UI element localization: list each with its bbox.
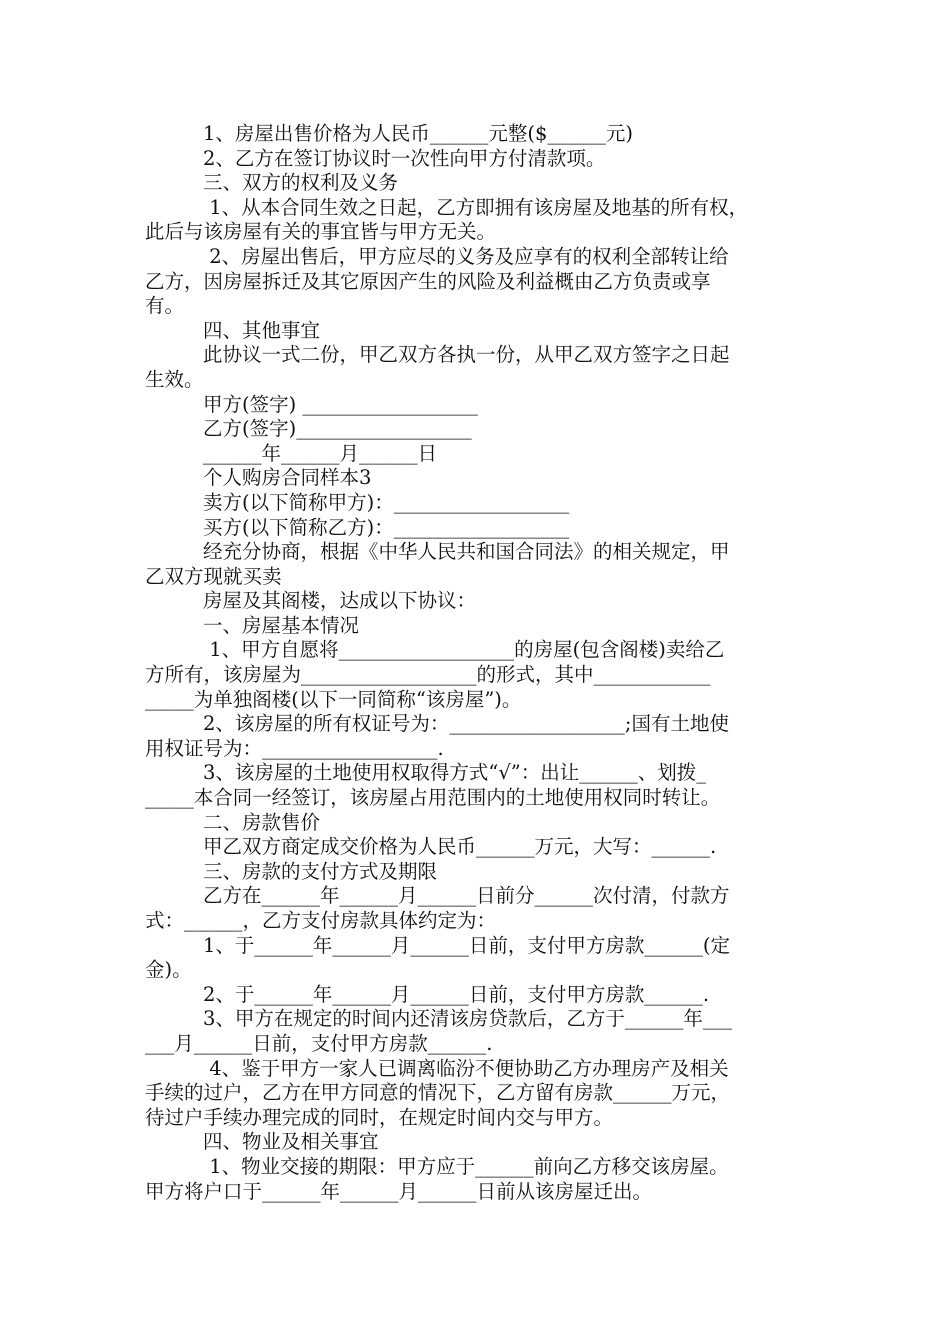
- text-line: 四、其他事宜: [203, 318, 321, 342]
- text-line: _____为单独阁楼(以下一同简称“该房屋”)。: [145, 687, 522, 711]
- text-line: 此后与该房屋有关的事宜皆与甲方无关。: [145, 220, 497, 244]
- text-line: 2、该房屋的所有权证号为：__________________;国有土地使: [203, 712, 729, 736]
- text-line: 1、从本合同生效之日起，乙方即拥有该房屋及地基的所有权，: [203, 195, 749, 219]
- text-line: 乙方在______年______月______日前分______次付清，付款方: [203, 884, 730, 908]
- text-line: 方所有，该房屋为__________________的形式，其中____________: [145, 663, 711, 687]
- text-line: 4、鉴于甲方一家人已调离临汾不便协助乙方办理房产及相关: [203, 1056, 729, 1080]
- text-line: 3、甲方在规定的时间内还清该房贷款后，乙方于______年___: [203, 1007, 733, 1031]
- text-line: 3、该房屋的土地使用权取得方式“√”：出让______、划拨_: [203, 761, 707, 785]
- text-line: 生效。: [145, 367, 204, 391]
- text-line: _____本合同一经签订，该房屋占用范围内的土地使用权同时转让。: [145, 786, 721, 810]
- text-line: 甲方(签字) __________________: [203, 392, 478, 416]
- text-line: 卖方(以下简称甲方)：__________________: [203, 490, 570, 514]
- text-line: 甲乙双方商定成交价格为人民币______万元，大写：______.: [203, 835, 717, 859]
- text-line: 金)。: [145, 958, 192, 982]
- text-line: 买方(以下简称乙方)：__________________: [203, 515, 570, 539]
- text-line: 2、于______年______月______日前，支付甲方房款______.: [203, 982, 710, 1006]
- text-line: 此协议一式二份，甲乙双方各执一份，从甲乙双方签字之日起: [203, 343, 730, 367]
- text-line: ___月______日前，支付甲方房款______.: [145, 1031, 493, 1055]
- text-line: 1、物业交接的期限：甲方应于______前向乙方移交该房屋。: [203, 1154, 729, 1178]
- text-line: 四、物业及相关事宜: [203, 1130, 379, 1154]
- text-line: 一、房屋基本情况: [203, 613, 360, 637]
- text-line: 待过户手续办理完成的同时，在规定时间内交与甲方。: [145, 1105, 614, 1129]
- text-line: 三、房款的支付方式及期限: [203, 859, 438, 883]
- text-line: 式：______，乙方支付房款具体约定为：: [145, 909, 497, 932]
- text-line: 2、房屋出售后，甲方应尽的义务及应享有的权利全部转让给: [203, 244, 729, 268]
- text-line: 1、房屋出售价格为人民币______元整($______元): [203, 122, 634, 145]
- text-line: 经充分协商，根据《中华人民共和国合同法》的相关规定，甲: [203, 540, 730, 564]
- text-line: 2、乙方在签订协议时一次性向甲方付清款项。: [203, 146, 606, 170]
- text-line: 有。: [145, 294, 185, 318]
- text-line: 甲方将户口于______年______月______日前从该房屋迁出。: [145, 1179, 653, 1203]
- text-line: 1、甲方自愿将__________________的房屋(包含阁楼)卖给乙: [203, 638, 725, 662]
- text-line: 乙方，因房屋拆迁及其它原因产生的风险及利益概由乙方负责或享: [145, 269, 711, 293]
- document-page: [145, 122, 810, 1204]
- text-line: 用权证号为：__________________.: [145, 736, 444, 760]
- text-line: 1、于______年______月______日前，支付甲方房款______(定: [203, 933, 731, 957]
- text-line: 个人购房合同样本3: [203, 466, 372, 490]
- text-line: 手续的过户，乙方在甲方同意的情况下，乙方留有房款______万元，: [145, 1081, 731, 1105]
- text-line: 三、双方的权利及义务: [203, 171, 399, 195]
- text-line: 房屋及其阁楼，达成以下协议：: [203, 589, 477, 613]
- text-line: 二、房款售价: [203, 810, 321, 834]
- text-line: 乙双方现就买卖: [145, 564, 282, 588]
- text-line: ______年______月______日: [203, 441, 438, 465]
- text-line: 乙方(签字)__________________: [203, 417, 472, 441]
